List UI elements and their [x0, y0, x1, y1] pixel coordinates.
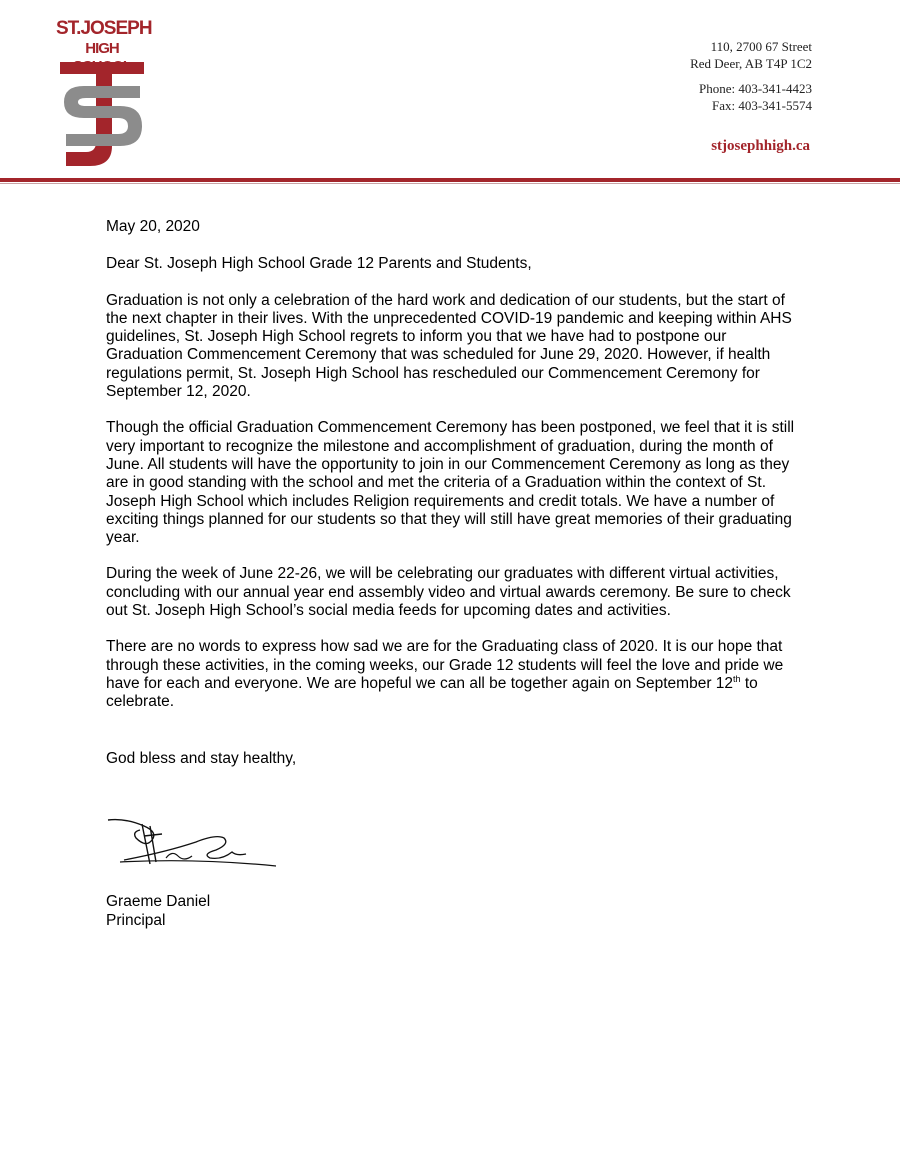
paragraph-4-end: to celebrate. [106, 674, 758, 711]
contact-block [690, 38, 812, 114]
address-line2: Red Deer, AB T4P 1C2 [690, 56, 812, 71]
header-divider-thin [0, 183, 900, 184]
paragraph-1: Graduation is not only a celebration of the hard work and dedication of our students, but the start of the next chapter in their lives. With the unprecedented COVID-19 pandemic and keeping within AHS guidelines, St. Joseph High School regrets to inform you that we have had to postpone our Graduation Commencement Ceremony that was scheduled for June 29, 2020. However, if health regulations permit, St. Joseph High School has rescheduled our Commencement Ceremony for September 12, 2020. [106, 291, 792, 401]
closing-line: God bless and stay healthy, [106, 749, 297, 767]
signature-icon [106, 812, 281, 872]
letter-body [106, 218, 806, 768]
website-link[interactable]: stjosephhigh.ca [711, 138, 810, 154]
signer-title: Principal [106, 912, 166, 929]
signer-block [106, 892, 210, 930]
paragraph-4 [106, 638, 806, 711]
address-line1: 110, 2700 67 Street [710, 39, 812, 54]
sj-monogram-icon [56, 60, 148, 170]
phone-number: Phone: 403-341-4423 [698, 81, 812, 96]
ordinal-suffix: th [733, 673, 741, 684]
school-logo [56, 18, 152, 170]
logo-line1: ST.JOSEPH [56, 18, 152, 39]
paragraph-3: During the week of June 22-26, we will be celebrating our graduates with different virtual activities, concluding with our annual year end assembly video and virtual awards ceremony. Be sure to check out St. Joseph High School’s social media feeds for upcoming dates and activities. [106, 565, 791, 620]
fax-number: Fax: 403-341-5574 [711, 98, 812, 113]
logo-line2: HIGH [85, 40, 119, 57]
header-divider [0, 178, 900, 182]
paragraph-4-main: There are no words to express how sad we are for the Graduating class of 2020. It is our hope that through these activities, in the coming weeks, our Grade 12 students will feel the love and pride we have for each and everyone. We are hopeful we can all be together again on September 12 [106, 638, 784, 692]
letter-date: May 20, 2020 [106, 218, 200, 235]
signer-name: Graeme Daniel [106, 893, 211, 910]
salutation: Dear St. Joseph High School Grade 12 Parents and Students, [106, 255, 532, 273]
paragraph-2: Though the official Graduation Commencement Ceremony has been postponed, we feel that it is still very important to recognize the milestone and accomplishment of graduation, during the month of June. All students will have the opportunity to join in our Commencement Ceremony as long as they are in good standing with the school and met the criteria of a Graduation within the context of St. Joseph High School which includes Religion requirements and credit totals. We have a number of exciting things planned for our students so that they will still have great memories of their graduating year. [106, 419, 795, 547]
